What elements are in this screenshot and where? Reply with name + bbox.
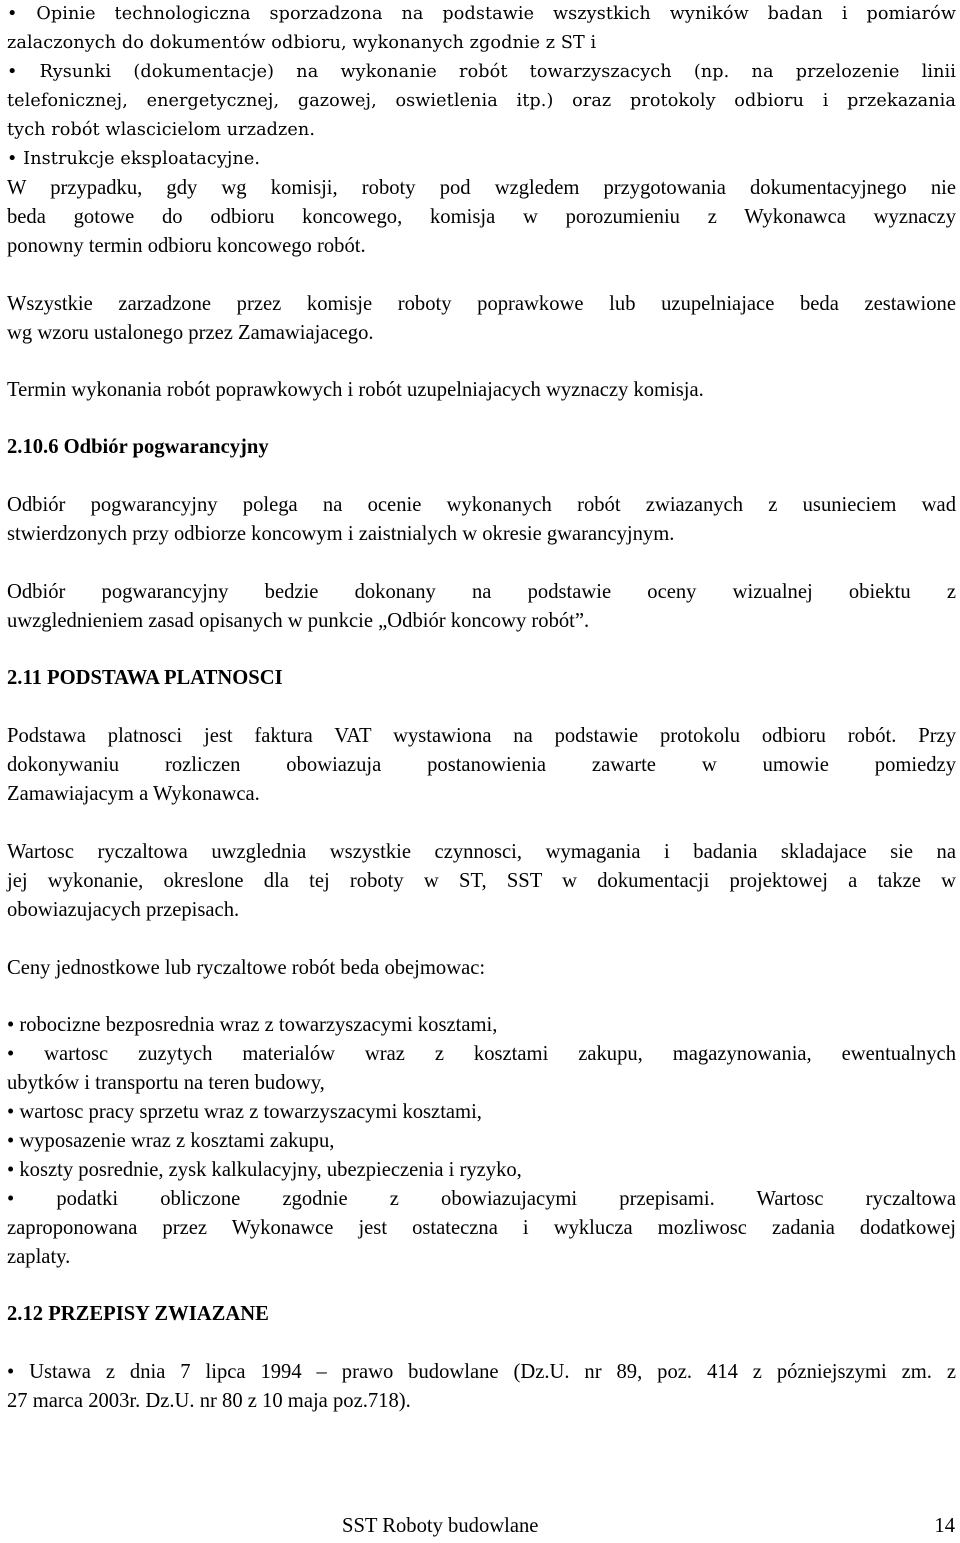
text-line: Wszystkie zarzadzone przez komisje roboty poprawkowe lub uzupelniajace beda zestawione [7, 293, 956, 315]
text-line: zalaczonych do dokumentów odbioru, wykonanych zgodnie z ST i [7, 33, 597, 53]
text-line: Ceny jednostkowe lub ryczaltowe robót beda obejmowac: [7, 957, 486, 979]
text-line: • Rysunki (dokumentacje) na wykonanie robót towarzyszacych (np. na przelozenie linii [7, 62, 956, 82]
text-line: • Ustawa z dnia 7 lipca 1994 – prawo budowlane (Dz.U. nr 89, poz. 414 z pózniejszymi zm. z [7, 1361, 956, 1383]
text-line: Odbiór pogwarancyjny polega na ocenie wykonanych robót zwiazanych z usunieciem wad [7, 494, 956, 516]
text-line: • robocizne bezposrednia wraz z towarzyszacymi kosztami, [7, 1014, 498, 1036]
text-line: • Instrukcje eksploatacyjne. [7, 149, 261, 169]
text-line: obowiazujacych przepisach. [7, 899, 240, 921]
text-line: uwzglednieniem zasad opisanych w punkcie „Odbiór koncowy robót”. [7, 610, 590, 632]
text-line: beda gotowe do odbioru koncowego, komisja w porozumieniu z Wykonawca wyznaczy [7, 206, 956, 228]
text-line: zaproponowana przez Wykonawce jest ostateczna i wyklucza mozliwosc zadania dodatkowej [7, 1217, 956, 1239]
text-line: ponowny termin odbioru koncowego robót. [7, 235, 366, 257]
text-line: • wyposazenie wraz z kosztami zakupu, [7, 1130, 335, 1152]
text-line: wg wzoru ustalonego przez Zamawiajacego. [7, 322, 374, 344]
text-line: Podstawa platnosci jest faktura VAT wystawiona na podstawie protokolu odbioru robót. Przy [7, 725, 956, 747]
text-line: • wartosc pracy sprzetu wraz z towarzyszacymi kosztami, [7, 1101, 482, 1123]
text-line: • Opinie technologiczna sporzadzona na podstawie wszystkich wyników badan i pomiarów [7, 4, 956, 24]
text-line: zaplaty. [7, 1246, 71, 1268]
text-line: stwierdzonych przy odbiorze koncowym i zaistnialych w okresie gwarancyjnym. [7, 523, 675, 545]
section-heading: 2.10.6 Odbiór pogwarancyjny [7, 436, 269, 458]
section-heading: 2.11 PODSTAWA PLATNOSCI [7, 667, 283, 689]
text-line: Termin wykonania robót poprawkowych i robót uzupelniajacych wyznaczy komisja. [7, 379, 704, 401]
section-heading: 2.12 PRZEPISY ZWIAZANE [7, 1303, 269, 1325]
text-line: Zamawiajacym a Wykonawca. [7, 783, 260, 805]
text-line: • podatki obliczone zgodnie z obowiazujacymi przepisami. Wartosc ryczaltowa [7, 1188, 956, 1210]
text-line: • wartosc zuzytych materialów wraz z kosztami zakupu, magazynowania, ewentualnych [7, 1043, 956, 1065]
footer-page-number: 14 [934, 1515, 955, 1537]
text-line: ubytków i transportu na teren budowy, [7, 1072, 325, 1094]
text-line: telefonicznej, energetycznej, gazowej, oswietlenia itp.) oraz protokoly odbioru i przekazania [7, 91, 956, 111]
text-line: Odbiór pogwarancyjny bedzie dokonany na podstawie oceny wizualnej obiektu z [7, 581, 956, 603]
text-line: 27 marca 2003r. Dz.U. nr 80 z 10 maja poz.718). [7, 1390, 411, 1412]
footer-title: SST Roboty budowlane [342, 1515, 539, 1537]
text-line: dokonywaniu rozliczen obowiazuja postanowienia zawarte w umowie pomiedzy [7, 754, 956, 776]
text-line: tych robót wlascicielom urzadzen. [7, 120, 316, 140]
text-line: W przypadku, gdy wg komisji, roboty pod wzgledem przygotowania dokumentacyjnego nie [7, 177, 956, 199]
text-line: Wartosc ryczaltowa uwzglednia wszystkie czynnosci, wymagania i badania skladajace sie na [7, 841, 956, 863]
text-line: • koszty posrednie, zysk kalkulacyjny, ubezpieczenia i ryzyko, [7, 1159, 522, 1181]
text-line: jej wykonanie, okreslone dla tej roboty w ST, SST w dokumentacji projektowej a takze w [7, 870, 956, 892]
